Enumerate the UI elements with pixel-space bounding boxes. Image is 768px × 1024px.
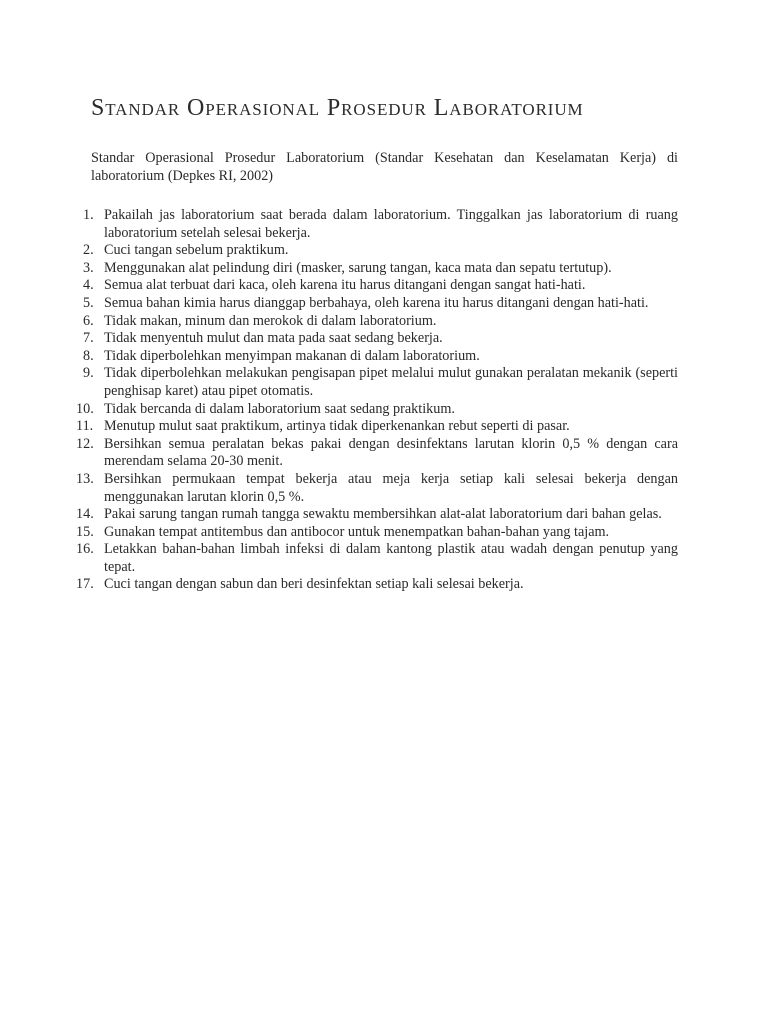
rule-item <box>76 506 678 524</box>
document-title: Standar Operasional Prosedur Laboratorium <box>91 95 584 121</box>
rule-item <box>83 259 678 278</box>
rule-item <box>76 523 678 542</box>
rule-text: Cuci tangan dengan sabun dan beri desinfektan setiap kali selesai bekerja. <box>104 576 524 593</box>
rule-item <box>83 312 678 331</box>
rule-number: 11. <box>76 418 94 435</box>
rule-text: Letakkan bahan-bahan limbah infeksi di dalam kantong plastik atau wadah dengan penutup yang tepat. <box>104 541 678 575</box>
rules-list <box>76 207 678 594</box>
rule-text: Pakailah jas laboratorium saat berada dalam laboratorium. Tinggalkan jas laboratorium di ruang laboratorium setelah selesai bekerja. <box>104 207 678 241</box>
rule-number: 6. <box>83 312 94 329</box>
intro-paragraph: Standar Operasional Prosedur Laboratorium (Standar Kesehatan dan Keselamatan Kerja) di laboratorium (Depkes RI, 2002) <box>91 150 678 184</box>
rule-text: Semua alat terbuat dari kaca, oleh karena itu harus ditangani dengan sangat hati-hati. <box>104 277 586 294</box>
rule-number: 7. <box>83 330 94 347</box>
rule-number: 16. <box>76 541 94 558</box>
rule-item <box>76 470 678 506</box>
rule-text: Gunakan tempat antitembus dan antibocor untuk menempatkan bahan-bahan yang tajam. <box>104 523 610 540</box>
rule-text: Pakai sarung tangan rumah tangga sewaktu membersihkan alat-alat laboratorium dari bahan gelas. <box>104 506 662 523</box>
rule-item <box>76 418 678 436</box>
rule-item <box>76 541 678 576</box>
rule-text: Tidak diperbolehkan menyimpan makanan di dalam laboratorium. <box>104 347 480 364</box>
rule-text: Tidak menyentuh mulut dan mata pada saat sedang bekerja. <box>104 330 443 347</box>
rule-item <box>83 207 678 242</box>
rule-number: 13. <box>76 470 94 487</box>
rule-number: 10. <box>76 400 94 417</box>
rule-number: 3. <box>83 259 94 276</box>
rule-item <box>76 435 678 471</box>
rule-number: 17. <box>76 576 94 593</box>
rule-text: Bersihkan permukaan tempat bekerja atau meja kerja setiap kali selesai bekerja dengan menggunakan larutan klorin 0,5 %. <box>104 470 678 505</box>
rule-item <box>83 365 678 400</box>
rule-item <box>83 330 678 348</box>
rule-number: 8. <box>83 347 94 364</box>
rule-text: Tidak makan, minum dan merokok di dalam laboratorium. <box>104 312 437 329</box>
rule-number: 9. <box>83 365 94 382</box>
rule-text: Tidak diperbolehkan melakukan pengisapan pipet melalui mulut gunakan peralatan mekanik (seperti penghisap karet) atau pipet otomatis. <box>104 365 678 399</box>
rule-item <box>83 294 678 313</box>
rule-number: 1. <box>83 207 94 223</box>
rule-item <box>83 347 678 366</box>
rule-item <box>83 277 678 295</box>
rule-item <box>76 576 678 594</box>
rule-number: 15. <box>76 523 94 540</box>
rule-text: Cuci tangan sebelum praktikum. <box>104 242 289 259</box>
rule-number: 14. <box>76 506 94 523</box>
rule-item <box>76 400 678 419</box>
rule-item <box>83 242 678 260</box>
rule-text: Menggunakan alat pelindung diri (masker, sarung tangan, kaca mata dan sepatu tertutup). <box>104 259 612 276</box>
rule-text: Semua bahan kimia harus dianggap berbahaya, oleh karena itu harus ditangani dengan hati-hati. <box>104 294 649 311</box>
rule-number: 2. <box>83 242 94 259</box>
rule-text: Tidak bercanda di dalam laboratorium saat sedang praktikum. <box>104 400 455 417</box>
rule-number: 5. <box>83 294 94 311</box>
rule-number: 4. <box>83 277 94 294</box>
rule-text: Bersihkan semua peralatan bekas pakai dengan desinfektans larutan klorin 0,5 % dengan cara merendam selama 20-30 menit. <box>104 435 678 470</box>
rule-text: Menutup mulut saat praktikum, artinya tidak diperkenankan rebut seperti di pasar. <box>104 418 570 435</box>
rule-number: 12. <box>76 435 94 452</box>
